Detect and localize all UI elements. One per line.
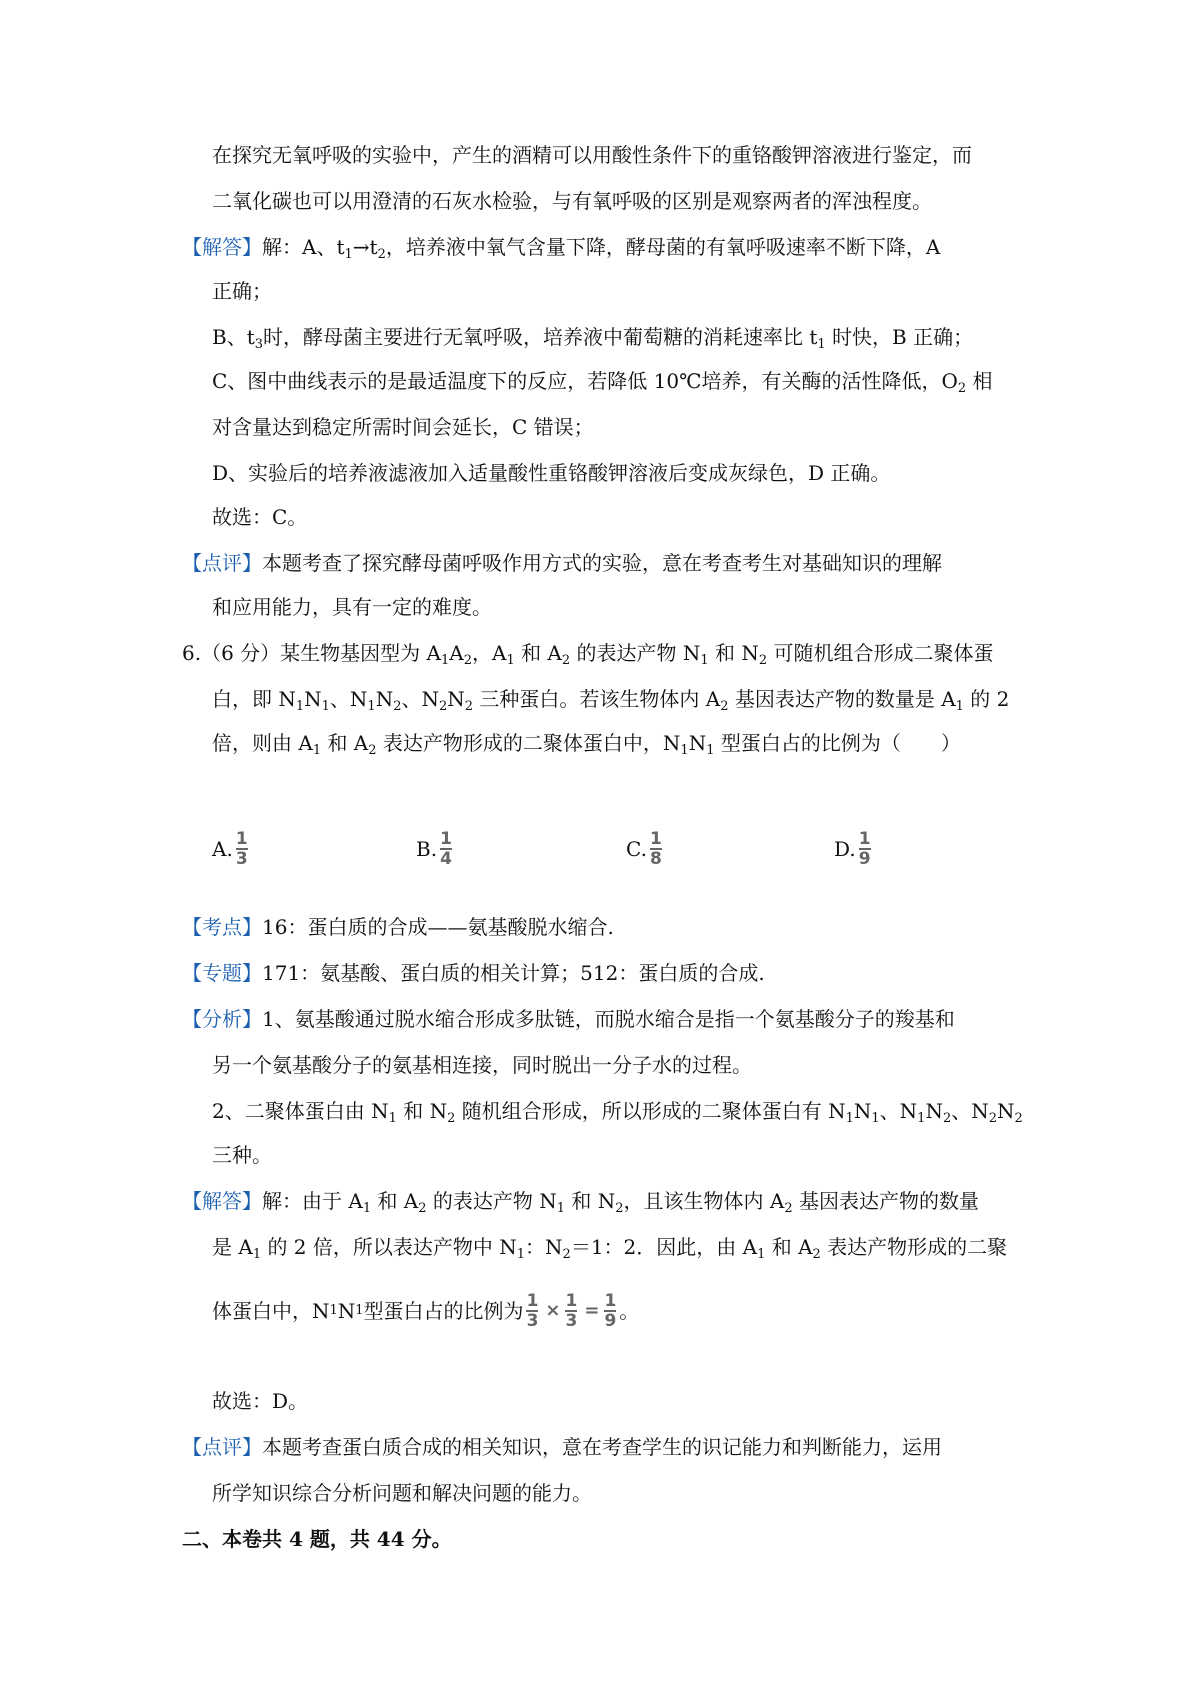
option-b[interactable]: B. $\frac{1}{4}$	[416, 829, 452, 869]
choice-line: 故选：C。	[212, 505, 308, 529]
answer-line: 【解答】解：A、$t_1\to t_2$，培养液中氧气含量下降，酵母菌的有氧呼吸速率不断下降，A	[182, 235, 941, 262]
fenxi-line: 另一个氨基酸分子的氨基相连接，同时脱出一分子水的过程。	[212, 1053, 752, 1077]
paragraph-line: 在探究无氧呼吸的实验中，产生的酒精可以用酸性条件下的重铬酸钾溶液进行鉴定，而	[212, 143, 972, 167]
option-a[interactable]: A. $\frac{1}{3}$	[212, 829, 248, 869]
fraction-calc-1: $\frac{1}{3}$	[526, 1291, 539, 1331]
comment-line: 所学知识综合分析问题和解决问题的能力。	[212, 1481, 592, 1505]
comment-line: 【点评】本题考查蛋白质合成的相关知识，意在考查学生的识记能力和判断能力，运用	[182, 1435, 942, 1459]
zhuanti-line: 【专题】171：氨基酸、蛋白质的相关计算；512：蛋白质的合成.	[182, 961, 765, 985]
fraction-calc-2: $\frac{1}{3}$	[565, 1291, 578, 1331]
paragraph-line: 二氧化碳也可以用澄清的石灰水检验，与有氧呼吸的区别是观察两者的浑浊程度。	[212, 189, 932, 213]
kaodian-line: 【考点】16：蛋白质的合成——氨基酸脱水缩合.	[182, 915, 614, 939]
fenxi-line: 三种。	[212, 1143, 272, 1167]
zhuanti-tag: 【专题】	[182, 961, 262, 985]
fraction-one-third: $\frac{1}{3}$	[235, 829, 248, 869]
kaodian-tag: 【考点】	[182, 915, 262, 939]
fraction-one-fourth: $\frac{1}{4}$	[440, 829, 452, 869]
question-6-line: 倍，则由 $A_1$ 和 $A_2$ 表达产物形成的二聚体蛋白中，$N_1N_1$ 型蛋白占的比例为（ ）	[212, 731, 961, 758]
answer-line: 是 $A_1$ 的 2 倍，所以表达产物中 $N_1$：$N_2=1$：2．因此，由 $A_1$ 和 $A_2$ 表达产物形成的二聚	[212, 1235, 1008, 1262]
answer-line: 正确；	[212, 279, 272, 303]
fenxi-line: 【分析】1、氨基酸通过脱水缩合形成多肽链，而脱水缩合是指一个氨基酸分子的羧基和	[182, 1007, 955, 1031]
section-heading: 二、本卷共 4 题，共 44 分。	[182, 1527, 452, 1551]
question-6-line: 6.（6 分）某生物基因型为 $A_1A_2$，$A_1$ 和 $A_2$ 的表达产物 $N_1$ 和 $N_2$ 可随机组合形成二聚体蛋	[182, 641, 994, 668]
multiply-icon: ×	[545, 1300, 561, 1321]
answer-line: 【解答】解：由于 $A_1$ 和 $A_2$ 的表达产物 $N_1$ 和 $N_2$，且该生物体内 $A_2$ 基因表达产物的数量	[182, 1189, 979, 1216]
comment-line: 和应用能力，具有一定的难度。	[212, 595, 492, 619]
equals-icon: =	[584, 1300, 600, 1321]
answer-line: C、图中曲线表示的是最适温度下的反应，若降低 10℃培养，有关酶的活性降低，$O_2$ 相	[212, 369, 993, 396]
choice-line: 故选：D。	[212, 1389, 309, 1413]
fenxi-tag: 【分析】	[182, 1007, 262, 1031]
fraction-one-ninth: $\frac{1}{9}$	[858, 829, 871, 869]
fenxi-line: 2、二聚体蛋白由 $N_1$ 和 $N_2$ 随机组合形成，所以形成的二聚体蛋白有 $N_1N_1$、$N_1N_2$、$N_2N_2$	[212, 1099, 1023, 1126]
answer-line: 对含量达到稳定所需时间会延长，C 错误；	[212, 415, 594, 439]
comment-tag: 【点评】	[182, 551, 262, 575]
question-6-line: 白，即 $N_1N_1$、$N_1N_2$、$N_2N_2$ 三种蛋白。若该生物体内 $A_2$ 基因表达产物的数量是 $A_1$ 的 2	[212, 687, 1010, 714]
comment-tag: 【点评】	[182, 1435, 262, 1459]
answer-tag: 【解答】	[182, 235, 262, 259]
fraction-one-eighth: $\frac{1}{8}$	[649, 829, 662, 869]
fraction-calc-3: $\frac{1}{9}$	[604, 1291, 617, 1331]
answer-line: D、实验后的培养液滤液加入适量酸性重铬酸钾溶液后变成灰绿色，D 正确。	[212, 461, 891, 485]
comment-line: 【点评】本题考查了探究酵母菌呼吸作用方式的实验，意在考查考生对基础知识的理解	[182, 551, 942, 575]
option-d[interactable]: D. $\frac{1}{9}$	[834, 829, 871, 869]
option-c[interactable]: C. $\frac{1}{8}$	[626, 829, 662, 869]
answer-line: 体蛋白中， N 1 N 1 型蛋白占的比例为 $\frac{1}{3}$ × $\frac{1}{3}$ = $\frac{1}{9}$ 。	[212, 1291, 640, 1331]
answer-line: B、$t_3$时，酵母菌主要进行无氧呼吸，培养液中葡萄糖的消耗速率比 $t_1$ 时快，B 正确；	[212, 325, 974, 352]
answer-tag: 【解答】	[182, 1189, 262, 1213]
